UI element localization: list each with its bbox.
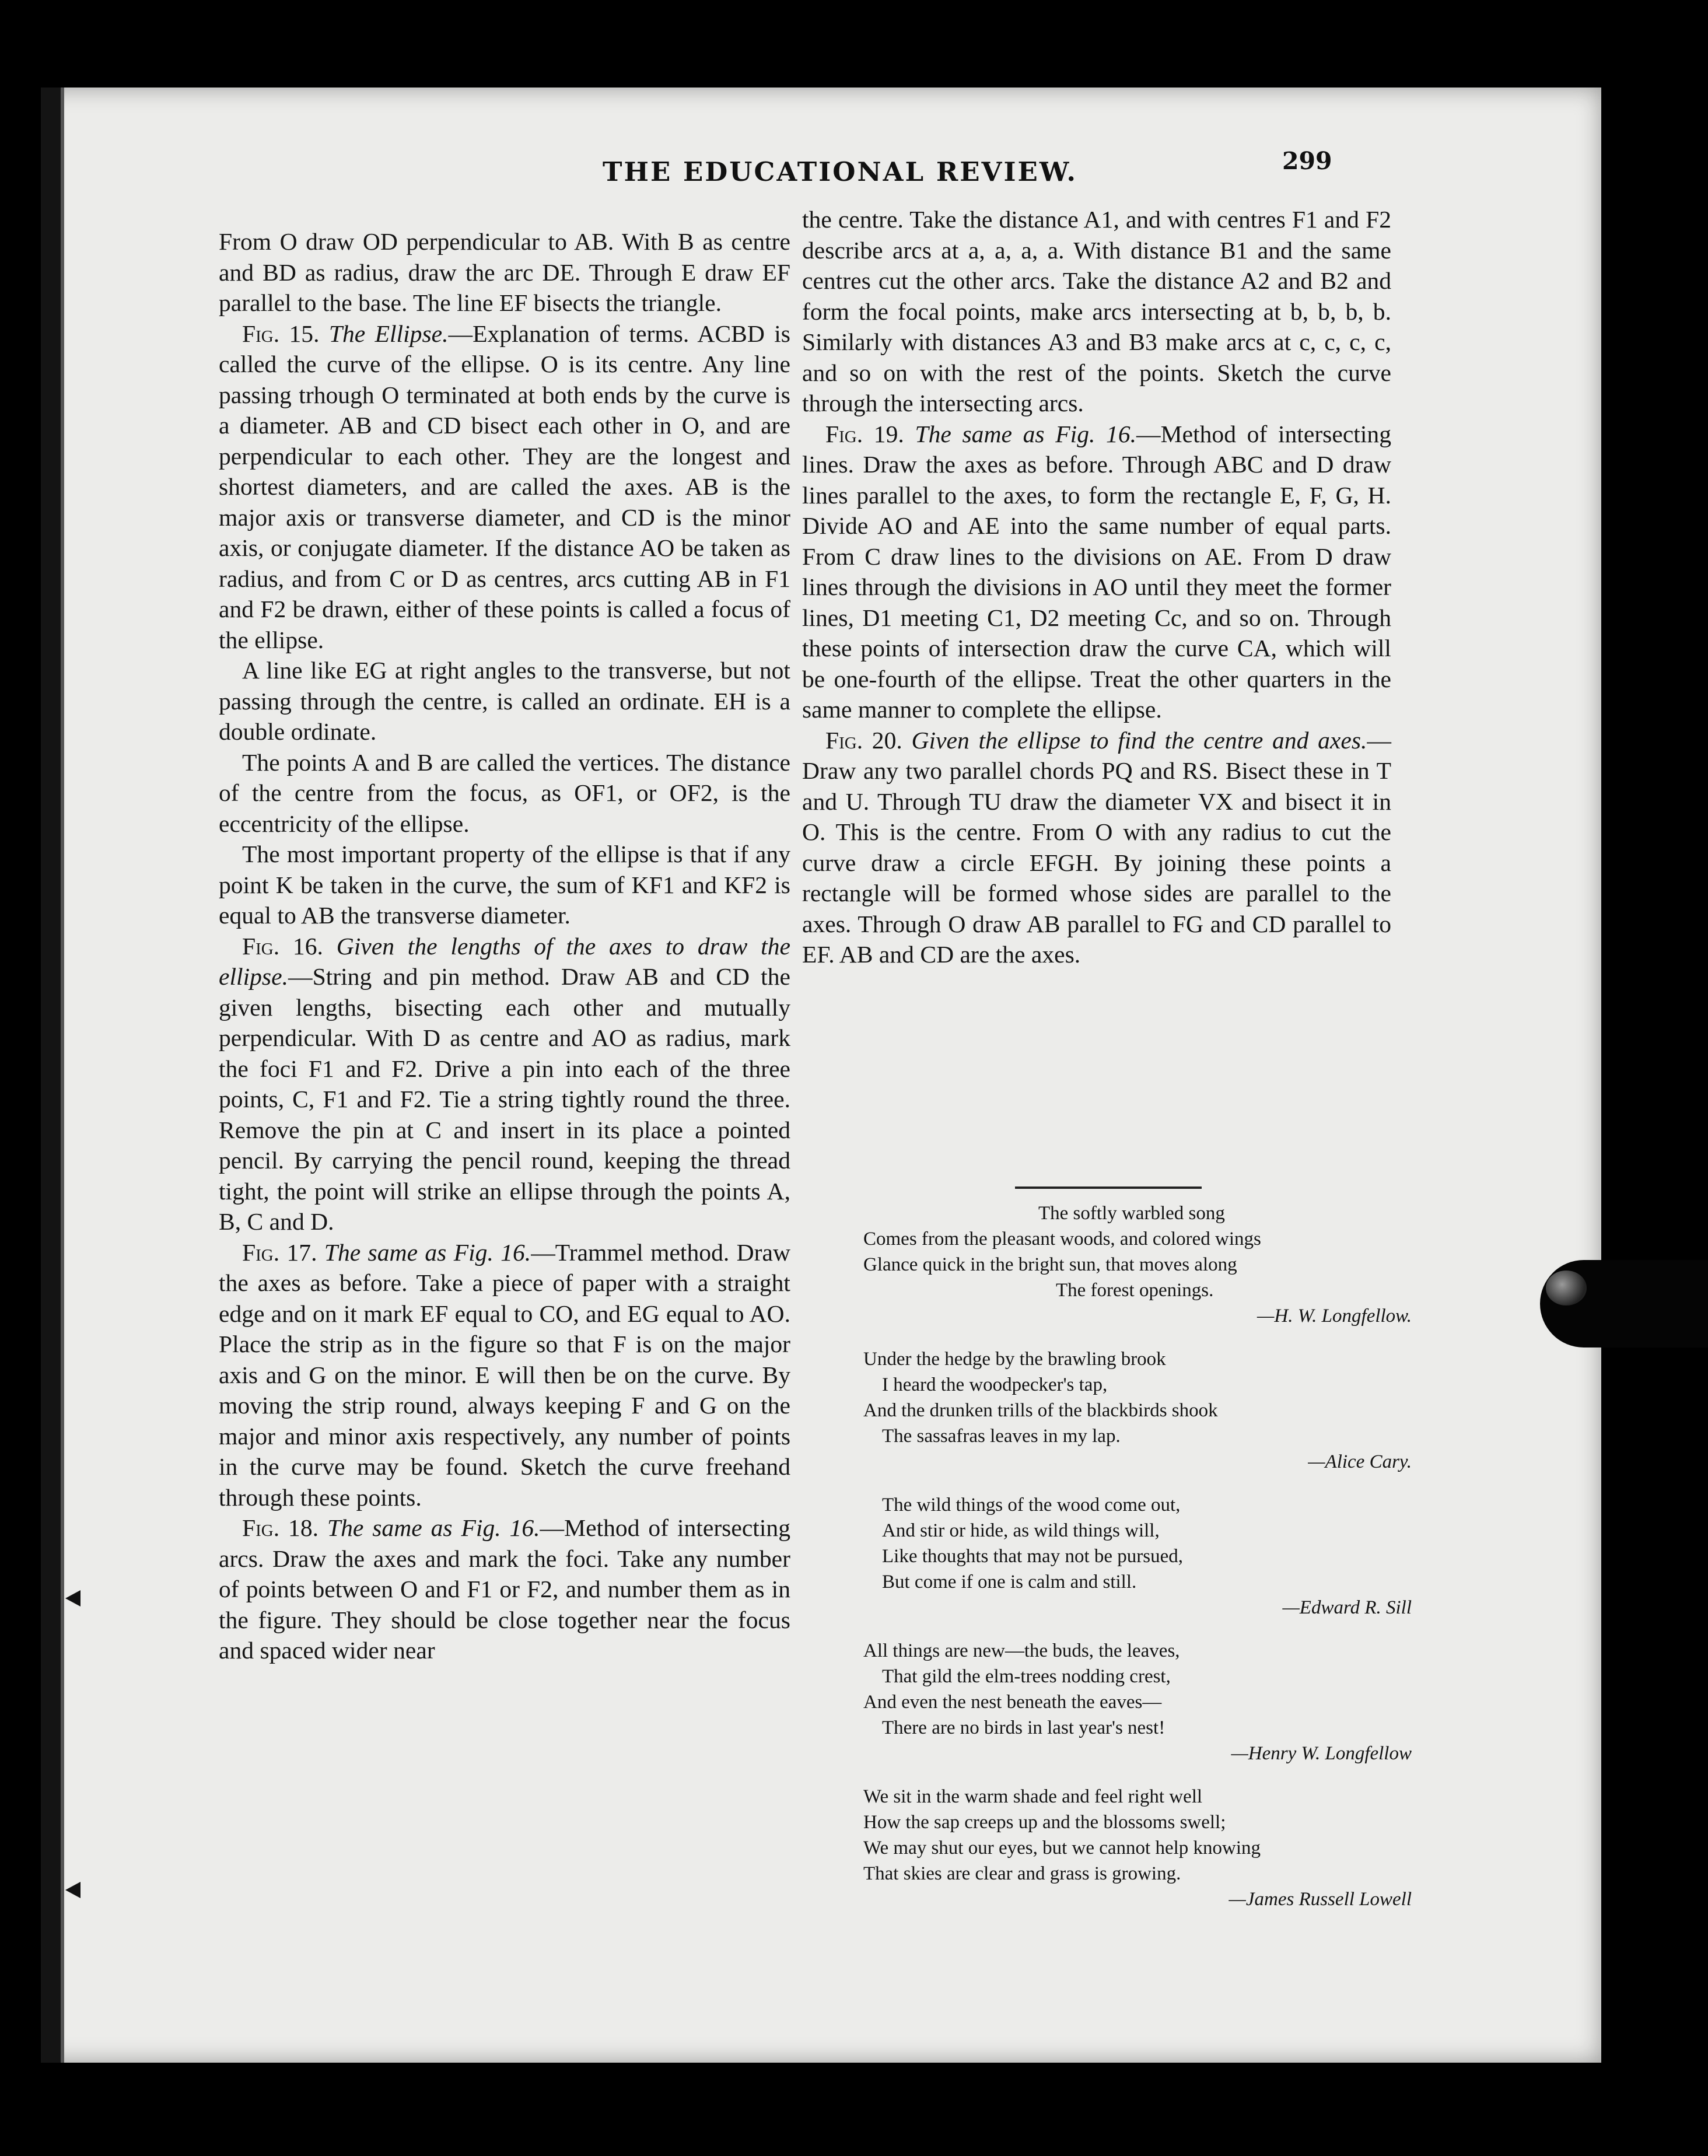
- poem-line: All things are new—the buds, the leaves,: [863, 1640, 1180, 1661]
- figure-title: Given the lengths of the axes to draw the ellipse.: [219, 932, 790, 990]
- paragraph: The most important property of the ellipse is that if any point K be taken in the curve, the sum of KF1 and KF2 is equal to AB the transverse diameter.: [219, 841, 790, 929]
- figure-title: The same as Fig. 16.: [915, 420, 1137, 447]
- poem-line: We sit in the warm shade and feel right well: [863, 1786, 1203, 1807]
- paragraph-fig-15: [219, 318, 790, 656]
- figure-title: The same as Fig. 16.: [324, 1238, 531, 1266]
- poem-line: And the drunken trills of the blackbirds shook: [863, 1400, 1218, 1421]
- figure-title: Given the ellipse to find the centre and axes.: [911, 726, 1367, 754]
- left-column: [219, 226, 790, 1666]
- paragraph-text: —Method of intersecting arcs. Draw the axes and mark the foci. Take any number of points between O and F1 or F2, and number them as in the figure. They should be close together near the focus and spaced wider near: [219, 1514, 790, 1664]
- poem: [863, 1784, 1423, 1912]
- poem-line: Like thoughts that may not be pursued,: [882, 1546, 1183, 1567]
- paragraph-fig-16: [219, 931, 790, 1237]
- paragraph: A line like EG at right angles to the transverse, but not passing through the centre, is called an ordinate. EH is a double ordinate.: [219, 657, 790, 745]
- paragraph: the centre. Take the distance A1, and with centres F1 and F2 describe arcs at a, a, a, a. With distance B1 and the same centres cut the other arcs. Take the distance A2 and B2 and form the focal points, make arcs intersecting at b, b, b, b. Similarly with distances A3 and B3 make arcs at c, c, c, c, and so on with the rest of the points. Sketch the curve through the intersecting arcs.: [802, 206, 1391, 416]
- paragraph-fig-17: [219, 1237, 790, 1513]
- gutter-edge: [61, 88, 64, 2063]
- figure-label: Fig. 17.: [242, 1238, 317, 1266]
- book-gutter: [41, 88, 61, 2063]
- margin-arrow-mark: [65, 1590, 80, 1606]
- figure-label: Fig. 20.: [825, 726, 902, 754]
- running-head: THE EDUCATIONAL REVIEW.: [602, 156, 1078, 187]
- paragraph-text: —Draw any two parallel chords PQ and RS. Bisect these in T and U. Through TU draw the diameter VX and bisect it in O. This is the centre. From O with any radius to cut the curve draw a circle EFGH. By joining these points a rectangle will be formed whose sides are parallel to the axes. Through O draw AB parallel to FG and CD parallel to EF. AB and CD are the axes.: [802, 726, 1391, 968]
- poem-line: There are no birds in last year's nest!: [882, 1717, 1166, 1738]
- thumb-highlight: [1546, 1270, 1587, 1306]
- poem: [863, 1346, 1423, 1475]
- poem-attribution: —H. W. Longfellow.: [1257, 1306, 1412, 1326]
- poem-attribution: —James Russell Lowell: [1228, 1889, 1412, 1910]
- figure-label: Fig. 19.: [825, 420, 904, 447]
- paragraph-text: —Explanation of terms. ACBD is called the curve of the ellipse. O is its centre. Any line passing trhough O terminated at both ends by the curve is a diameter. AB and CD bisect each other in O, and are perpendicular to each other. They are the longest and shortest diameters, and are called the axes. AB is the major axis or transverse diameter, and CD is the minor axis, or conjugate diameter. If the distance AO be taken as radius, and from C or D as centres, arcs cutting AB in F1 and F2 be drawn, either of these points is called a focus of the ellipse.: [219, 320, 790, 653]
- poem-line: The wild things of the wood come out,: [882, 1494, 1181, 1516]
- poems-section: [863, 1200, 1423, 1930]
- section-rule: [1015, 1186, 1202, 1189]
- margin-arrow-mark: [65, 1882, 80, 1898]
- paragraph-text: —String and pin method. Draw AB and CD the given lengths, bisecting each other and mutually perpendicular. With D as centre and AO as radius, mark the foci F1 and F2. Drive a pin into each of the three points, C, F1 and F2. Tie a string tightly round the three. Remove the pin at C and insert in its place a pointed pencil. By carrying the pencil round, keeping the thread tight, the point will strike an ellipse through the points A, B, C and D.: [219, 963, 790, 1235]
- figure-title: The Ellipse.: [328, 320, 449, 347]
- poem-line: Comes from the pleasant woods, and colored wings: [863, 1228, 1261, 1250]
- page-number: 299: [1282, 147, 1332, 175]
- paragraph-fig-18: [219, 1513, 790, 1666]
- poem-attribution: —Henry W. Longfellow: [1231, 1743, 1412, 1764]
- right-column: [802, 204, 1391, 970]
- poem-line: And even the nest beneath the eaves—: [863, 1692, 1162, 1713]
- poem-line: That gild the elm-trees nodding crest,: [882, 1666, 1171, 1687]
- paragraph-text: —Trammel method. Draw the axes as before. Take a piece of paper with a straight edge and on it mark EF equal to CO, and EG equal to AO. Place the strip as in the figure so that F is on the major axis and G on the minor. E will then be on the curve. By moving the strip round, always keeping F and G on the major and minor axis respectively, any number of points in the curve may be found. Sketch the curve freehand through these points.: [219, 1238, 790, 1511]
- figure-label: Fig. 18.: [242, 1514, 319, 1541]
- poem-line: Glance quick in the bright sun, that moves along: [863, 1254, 1237, 1275]
- poem: [863, 1200, 1423, 1329]
- poem: [863, 1492, 1423, 1620]
- poem-attribution: —Alice Cary.: [1308, 1451, 1412, 1472]
- figure-label: Fig. 16.: [242, 932, 323, 960]
- paragraph-text: —Method of intersecting lines. Draw the axes as before. Through ABC and D draw lines parallel to the axes, to form the rectangle E, F, G, H. Divide AO and AE into the same number of equal parts. From C draw lines to the divisions on AE. From D draw lines through the divisions in AO until they meet the former lines, D1 meeting C1, D2 meeting Cc, and so on. Through these points of intersection draw the curve CA, which will be one-fourth of the ellipse. Treat the other quarters in the same manner to complete the ellipse.: [802, 420, 1391, 723]
- poem-line: I heard the woodpecker's tap,: [882, 1374, 1108, 1395]
- poem-line: But come if one is calm and still.: [882, 1572, 1137, 1592]
- poem-line: The softly warbled song: [1038, 1203, 1225, 1224]
- poem-attribution: —Edward R. Sill: [1282, 1597, 1412, 1618]
- poem-line: The forest openings.: [1056, 1280, 1214, 1301]
- poem-line: We may shut our eyes, but we cannot help knowing: [863, 1838, 1261, 1859]
- paragraph-fig-19: [802, 419, 1391, 725]
- poem: [863, 1638, 1423, 1766]
- paragraph: The points A and B are called the vertices. The distance of the centre from the focus, as OF1, or OF2, is the eccentricity of the ellipse.: [219, 748, 790, 837]
- poem-line: How the sap creeps up and the blossoms swell;: [863, 1812, 1226, 1833]
- paragraph-fig-20: [802, 725, 1391, 970]
- poem-line: Under the hedge by the brawling brook: [863, 1349, 1166, 1370]
- paragraph: From O draw OD perpendicular to AB. With B as centre and BD as radius, draw the arc DE. Through E draw EF parallel to the base. The line EF bisects the triangle.: [219, 228, 790, 316]
- poem-line: And stir or hide, as wild things will,: [882, 1520, 1160, 1541]
- figure-label: Fig. 15.: [242, 320, 320, 347]
- poem-line: That skies are clear and grass is growing.: [863, 1863, 1181, 1884]
- figure-title: The same as Fig. 16.: [327, 1514, 540, 1541]
- poem-line: The sassafras leaves in my lap.: [882, 1426, 1121, 1447]
